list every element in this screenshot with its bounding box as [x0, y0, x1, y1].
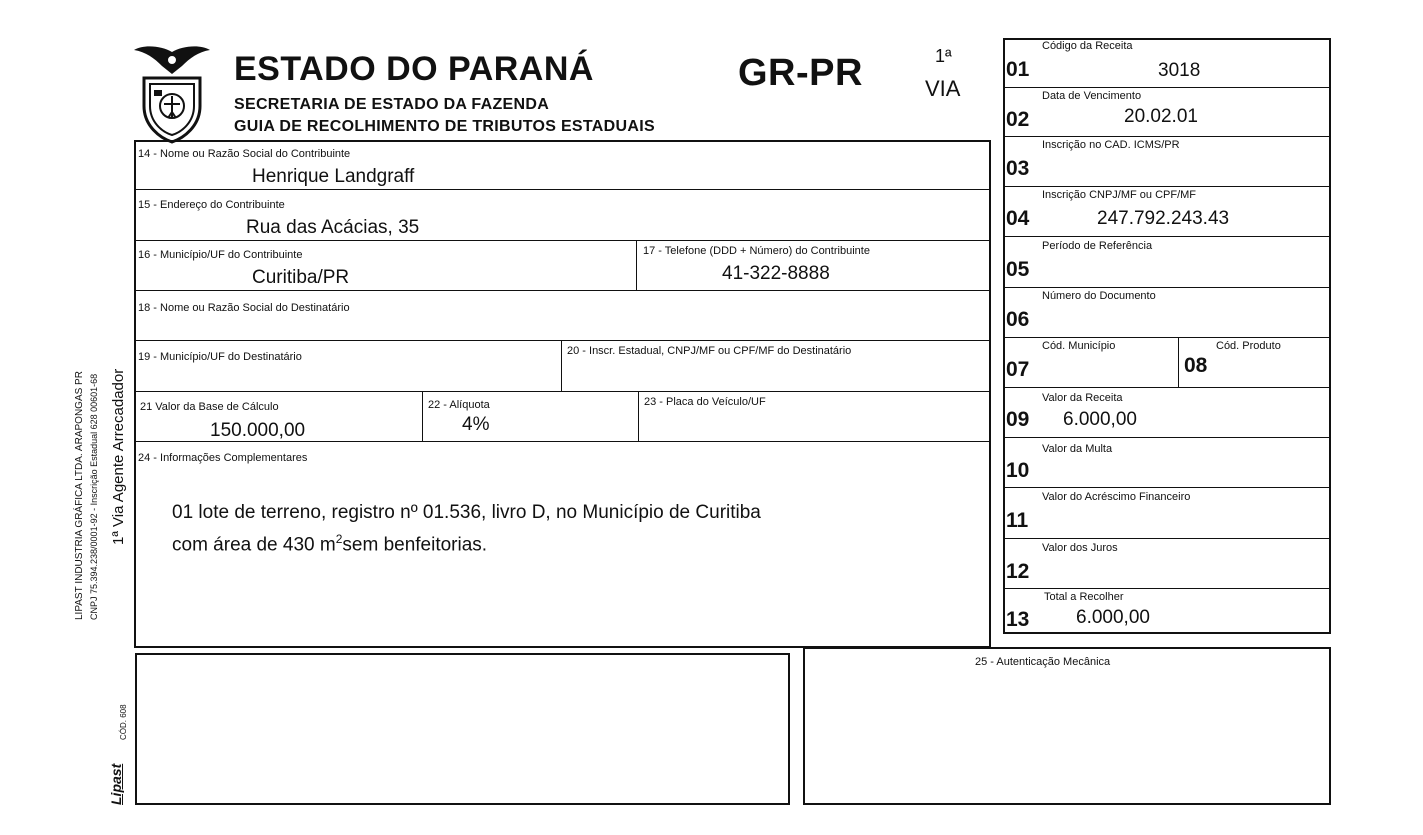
- field-24-line2-main: com área de 430 m: [172, 534, 336, 556]
- field-07-label: Cód. Município: [1042, 340, 1116, 352]
- field-09-label: Valor da Receita: [1042, 392, 1123, 404]
- form-code: GR-PR: [738, 52, 863, 94]
- field-10-label: Valor da Multa: [1042, 443, 1113, 455]
- form-catalog-code: CÓD. 608: [119, 704, 128, 740]
- field-16-value: Curitiba/PR: [252, 267, 350, 288]
- field-13-number: 13: [1006, 608, 1030, 631]
- field-21-label: 21 Valor da Base de Cálculo: [140, 401, 279, 413]
- field-08-label: Cód. Produto: [1216, 340, 1281, 352]
- field-21-value: 150.000,00: [210, 420, 306, 441]
- field-05-number: 05: [1006, 258, 1030, 281]
- field-25-label: 25 - Autenticação Mecânica: [975, 656, 1111, 668]
- field-10-number: 10: [1006, 459, 1030, 482]
- field-01-number: 01: [1006, 58, 1030, 81]
- printer-info-line2: CNPJ 75.394.238/0001-92 - Inscrição Estadual 628 00601-68: [89, 373, 99, 620]
- field-15-value: Rua das Acácias, 35: [246, 217, 420, 238]
- parana-coat-of-arms-logo: [132, 44, 212, 144]
- field-02-number: 02: [1006, 108, 1030, 131]
- field-18-label: 18 - Nome ou Razão Social do Destinatário: [138, 302, 350, 314]
- field-24-superscript: 2: [335, 532, 343, 546]
- field-04-label: Inscrição CNPJ/MF ou CPF/MF: [1042, 189, 1197, 201]
- printer-brand: Lipast: [108, 763, 124, 805]
- field-09-number: 09: [1006, 408, 1030, 431]
- field-22-label: 22 - Alíquota: [428, 399, 490, 411]
- field-06-label: Número do Documento: [1042, 290, 1156, 302]
- field-01-label: Código da Receita: [1042, 40, 1133, 52]
- field-14-label: 14 - Nome ou Razão Social do Contribuinte: [138, 148, 351, 160]
- guide-title: GUIA DE RECOLHIMENTO DE TRIBUTOS ESTADUAIS: [234, 118, 655, 135]
- field-11-label: Valor do Acréscimo Financeiro: [1042, 491, 1191, 503]
- field-20-label: 20 - Inscr. Estadual, CNPJ/MF ou CPF/MF do Destinatário: [567, 345, 852, 357]
- field-19-label: 19 - Município/UF do Destinatário: [138, 351, 302, 363]
- field-08-number: 08: [1184, 354, 1208, 377]
- secretariat-title: SECRETARIA DE ESTADO DA FAZENDA: [234, 96, 550, 113]
- mechanical-authentication-area: [803, 647, 1331, 805]
- state-title: ESTADO DO PARANÁ: [234, 50, 594, 88]
- field-04-number: 04: [1006, 207, 1030, 230]
- blank-stamp-area: [135, 653, 790, 805]
- field-24-line1: 01 lote de terreno, registro nº 01.536, livro D, no Município de Curitiba: [172, 502, 761, 523]
- field-17-label: 17 - Telefone (DDD + Número) do Contribuinte: [643, 245, 870, 257]
- field-14-value: Henrique Landgraff: [252, 166, 415, 187]
- field-17-value: 41-322-8888: [722, 263, 830, 284]
- via-number: 1ª: [935, 46, 952, 66]
- field-24-line2: [172, 528, 487, 556]
- field-09-value: 6.000,00: [1063, 409, 1137, 430]
- via-label: VIA: [925, 76, 961, 101]
- field-22-value: 4%: [462, 414, 490, 435]
- field-15-label: 15 - Endereço do Contribuinte: [138, 199, 285, 211]
- via-agent-label: 1ª Via Agente Arrecadador: [110, 368, 127, 545]
- field-12-number: 12: [1006, 560, 1030, 583]
- field-12-label: Valor dos Juros: [1042, 542, 1118, 554]
- field-03-label: Inscrição no CAD. ICMS/PR: [1042, 139, 1180, 151]
- field-02-value: 20.02.01: [1124, 106, 1198, 127]
- field-13-value: 6.000,00: [1076, 607, 1150, 628]
- field-24-label: 24 - Informações Complementares: [138, 452, 308, 464]
- field-16-label: 16 - Município/UF do Contribuinte: [138, 249, 303, 261]
- field-04-value: 247.792.243.43: [1097, 208, 1230, 229]
- field-24-line2-tail: sem benfeitorias.: [342, 534, 488, 556]
- field-02-label: Data de Vencimento: [1042, 90, 1142, 102]
- field-11-number: 11: [1006, 509, 1029, 532]
- field-05-label: Período de Referência: [1042, 240, 1153, 252]
- field-13-label: Total a Recolher: [1044, 591, 1124, 603]
- printer-info-line1: LIPAST INDUSTRIA GRÁFICA LTDA. ARAPONGAS PR: [74, 371, 85, 620]
- field-03-number: 03: [1006, 157, 1030, 180]
- field-06-number: 06: [1006, 308, 1030, 331]
- field-01-value: 3018: [1158, 60, 1201, 81]
- field-07-number: 07: [1006, 358, 1030, 381]
- field-23-label: 23 - Placa do Veículo/UF: [644, 396, 766, 408]
